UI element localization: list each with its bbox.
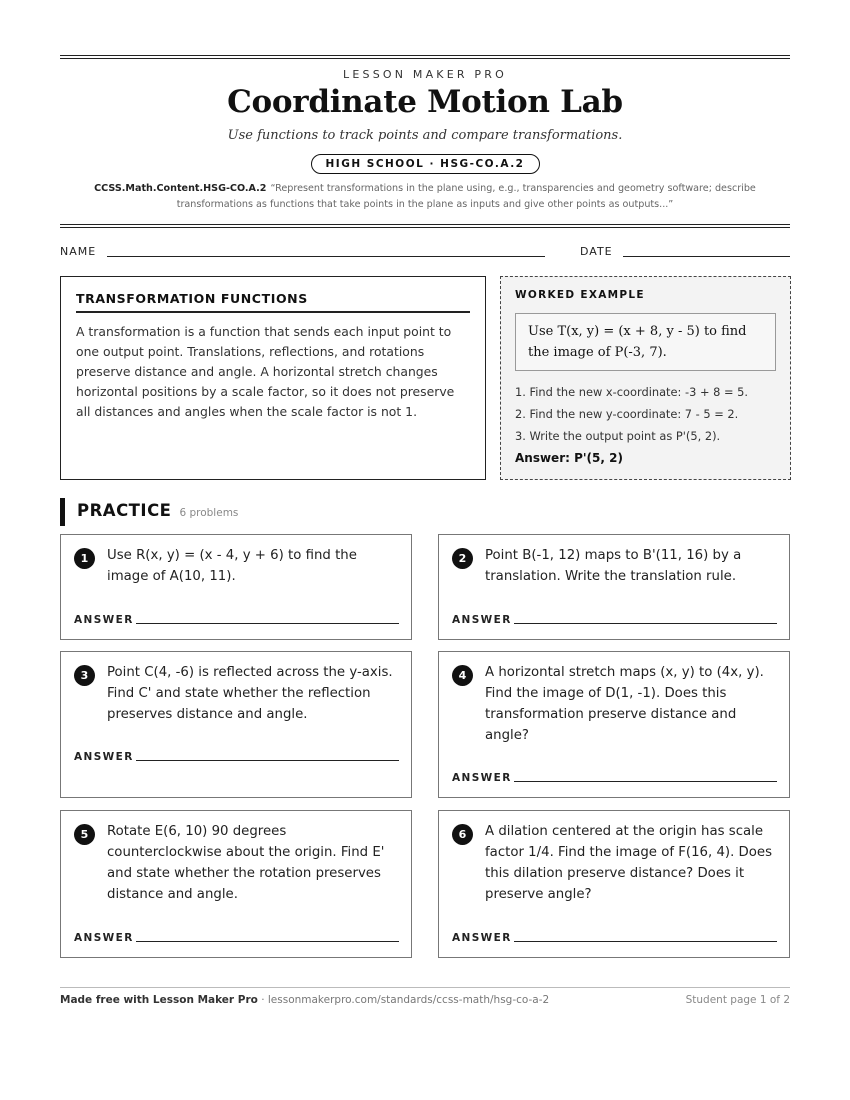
footer-credit bbox=[60, 994, 549, 1006]
header-bottom-double-rule bbox=[60, 224, 790, 225]
standard-text: “Represent transformations in the plane using, e.g., transparencies and geometry software; describe transformations as functions that take points in the plane as inputs and give other points as outputs...” bbox=[176, 183, 756, 210]
problem-number: 1 bbox=[74, 548, 95, 569]
worked-example-box bbox=[500, 276, 791, 480]
problem-card-4 bbox=[438, 651, 790, 798]
answer-field-6[interactable] bbox=[514, 941, 777, 942]
problem-text: A dilation centered at the origin has scale factor 1/4. Find the image of F(16, 4). Does this dilation preserve distance? Does it preserve angle? bbox=[485, 824, 773, 902]
worked-example-prompt: Use T(x, y) = (x + 8, y - 5) to find the image of P(-3, 7). bbox=[515, 313, 776, 371]
answer-label: ANSWER bbox=[452, 772, 512, 784]
problem-text: Point B(-1, 12) maps to B'(11, 16) by a translation. Write the translation rule. bbox=[485, 548, 742, 584]
top-double-rule bbox=[60, 55, 790, 56]
problem-text: A horizontal stretch maps (x, y) to (4x, y). Find the image of D(1, -1). Does this transformation preserve distance and angle? bbox=[485, 665, 764, 743]
problem-number: 3 bbox=[74, 665, 95, 686]
brand-name: LESSON MAKER PRO bbox=[343, 68, 507, 81]
answer-label: ANSWER bbox=[452, 932, 512, 944]
page-subtitle: Use functions to track points and compare transformations. bbox=[227, 128, 623, 143]
name-label: NAME bbox=[60, 245, 97, 258]
answer-label: ANSWER bbox=[74, 614, 134, 626]
answer-field-4[interactable] bbox=[514, 781, 777, 782]
standard-description bbox=[70, 181, 780, 213]
answer-label: ANSWER bbox=[74, 932, 134, 944]
functions-box-title: TRANSFORMATION FUNCTIONS bbox=[76, 291, 470, 313]
answer-field-2[interactable] bbox=[514, 623, 777, 624]
answer-field-5[interactable] bbox=[136, 941, 399, 942]
problem-text: Point C(4, -6) is reflected across the y-axis. Find C' and state whether the reflection preserves distance and angle. bbox=[107, 665, 393, 722]
answer-field-3[interactable] bbox=[136, 760, 399, 761]
problem-number: 6 bbox=[452, 824, 473, 845]
problem-number: 5 bbox=[74, 824, 95, 845]
answer-label: ANSWER bbox=[74, 751, 134, 763]
worked-example-step: 1. Find the new x-coordinate: -3 + 8 = 5. bbox=[515, 385, 749, 399]
problem-text: Use R(x, y) = (x - 4, y + 6) to find the image of A(10, 11). bbox=[107, 548, 357, 584]
worked-example-step: 3. Write the output point as P'(5, 2). bbox=[515, 429, 721, 443]
page-title: Coordinate Motion Lab bbox=[227, 84, 623, 120]
footer-made-with: Made free with Lesson Maker Pro bbox=[60, 994, 258, 1006]
worked-example-steps bbox=[515, 381, 776, 447]
practice-title: PRACTICE bbox=[77, 501, 172, 520]
worked-example-answer: Answer: P'(5, 2) bbox=[515, 451, 623, 465]
footer-rule bbox=[60, 987, 790, 988]
name-date-row bbox=[60, 245, 790, 259]
worked-example-title: WORKED EXAMPLE bbox=[515, 289, 645, 301]
date-field[interactable] bbox=[623, 256, 790, 257]
grade-standard-badge: HIGH SCHOOL · HSG-CO.A.2 bbox=[311, 154, 540, 174]
problem-text: Rotate E(6, 10) 90 degrees counterclockwise about the origin. Find E' and state whether the rotation preserves distance and angle. bbox=[107, 824, 385, 902]
functions-box-body: A transformation is a function that sends each input point to one output point. Translations, reflections, and rotations preserve distance and angle. A horizontal stretch changes horizontal positions by a scale factor, so it does not preserve all distances and angles when the scale factor is not 1. bbox=[76, 324, 455, 419]
practice-heading bbox=[60, 498, 238, 526]
answer-field-1[interactable] bbox=[136, 623, 399, 624]
problem-card-2 bbox=[438, 534, 790, 640]
standard-code: CCSS.Math.Content.HSG-CO.A.2 bbox=[94, 183, 267, 194]
transformation-functions-box bbox=[60, 276, 486, 480]
name-field[interactable] bbox=[107, 256, 545, 257]
answer-label: ANSWER bbox=[452, 614, 512, 626]
footer-page-number: Student page 1 of 2 bbox=[685, 994, 790, 1006]
problem-card-5 bbox=[60, 810, 412, 958]
problem-number: 2 bbox=[452, 548, 473, 569]
worked-example-step: 2. Find the new y-coordinate: 7 - 5 = 2. bbox=[515, 407, 739, 421]
problem-card-1 bbox=[60, 534, 412, 640]
problem-card-3 bbox=[60, 651, 412, 798]
practice-count: 6 problems bbox=[179, 507, 239, 519]
problem-number: 4 bbox=[452, 665, 473, 686]
badge-container bbox=[60, 152, 790, 174]
footer-url: · lessonmakerpro.com/standards/ccss-math/hsg-co-a-2 bbox=[257, 994, 550, 1006]
date-label: DATE bbox=[580, 245, 613, 258]
problem-card-6 bbox=[438, 810, 790, 958]
